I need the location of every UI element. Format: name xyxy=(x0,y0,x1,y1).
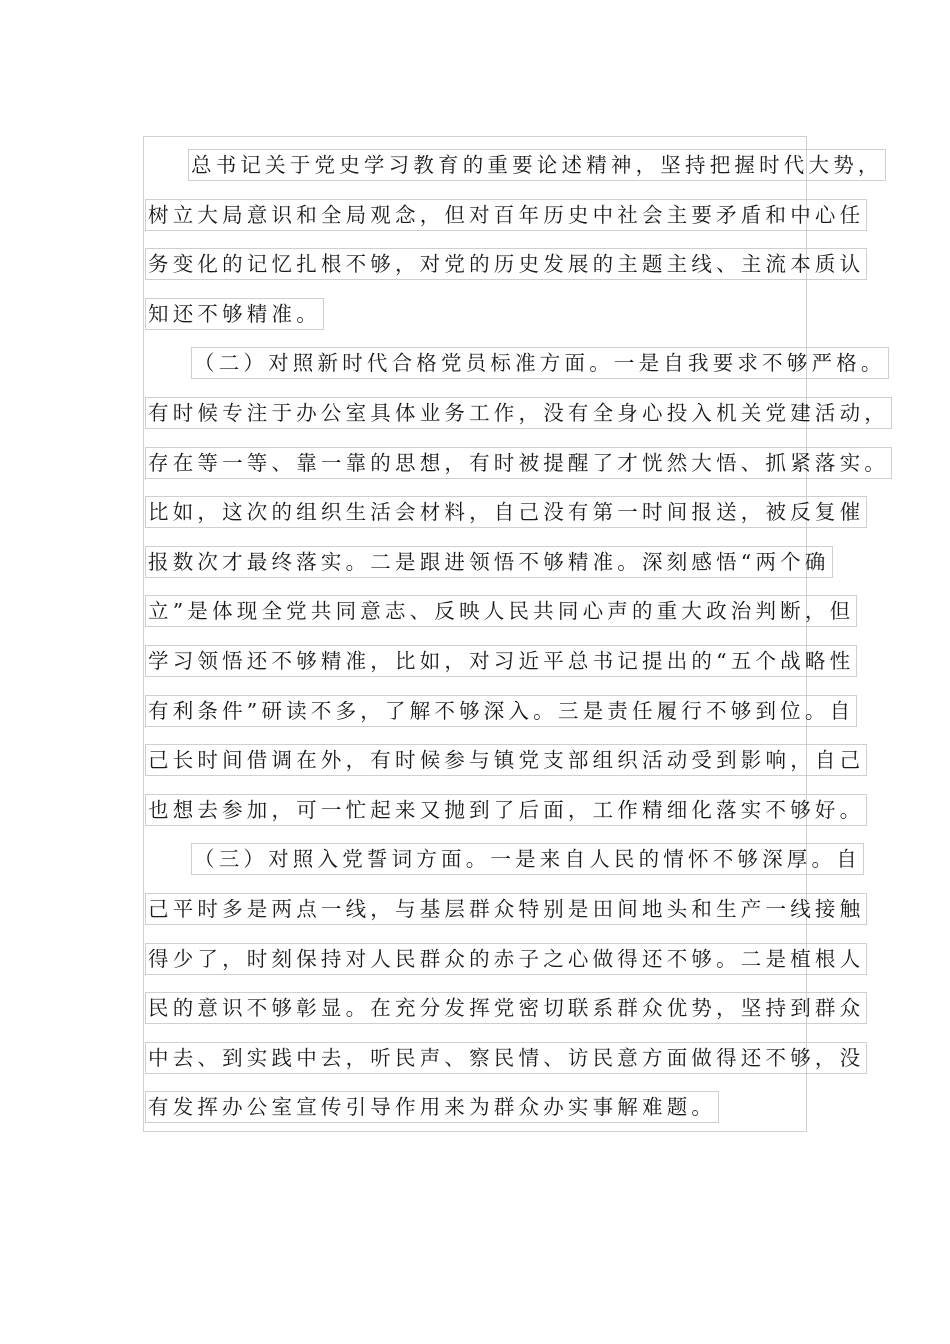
text-line xyxy=(145,289,825,339)
text-line xyxy=(145,190,865,240)
text-line xyxy=(145,338,886,388)
text-line xyxy=(145,636,855,686)
line-text: 树立大局意识和全局观念，但对百年历史中社会主要矛盾和中心任 xyxy=(145,199,867,231)
line-text: 己长时间借调在外，有时候参与镇党支部组织活动受到影响，自己 xyxy=(145,744,867,776)
line-text: 有发挥办公室宣传引导作用来为群众办实事解难题。 xyxy=(145,1091,719,1123)
text-line xyxy=(145,239,865,289)
line-text: 学习领悟还不够精准，比如，对习近平总书记提出的“五个战略性 xyxy=(145,645,857,677)
text-line xyxy=(145,934,865,984)
line-text: 也想去参加，可一忙起来又抛到了后面，工作精细化落实不够好。 xyxy=(145,794,867,826)
line-text: 有时候专注于办公室具体业务工作，没有全身心投入机关党建活动， xyxy=(145,397,892,429)
text-line xyxy=(145,537,830,587)
line-text: 务变化的记忆扎根不够，对党的历史发展的主题主线、主流本质认 xyxy=(145,248,867,280)
line-text: 比如，这次的组织生活会材料，自己没有第一时间报送，被反复催 xyxy=(145,496,867,528)
text-line xyxy=(145,785,865,835)
text-line xyxy=(145,884,865,934)
line-text: 得少了，时刻保持对人民群众的赤子之心做得还不够。二是植根人 xyxy=(145,943,867,975)
line-text: 民的意识不够彰显。在充分发挥党密切联系群众优势，坚持到群众 xyxy=(145,992,867,1024)
text-line xyxy=(145,983,865,1033)
line-text: 有利条件”研读不多，了解不够深入。三是责任履行不够到位。自 xyxy=(145,695,857,727)
text-line xyxy=(145,388,889,438)
text-line xyxy=(145,686,855,736)
line-text: 总书记关于党史学习教育的重要论述精神，坚持把握时代大势， xyxy=(188,149,886,181)
line-text: 中去、到实践中去，听民声、察民情、访民意方面做得还不够，没 xyxy=(145,1042,867,1074)
line-text: （三）对照入党誓词方面。一是来自人民的情怀不够深厚。自 xyxy=(191,843,864,875)
line-text: 知还不够精准。 xyxy=(145,298,324,330)
text-line xyxy=(145,438,889,488)
line-text: 己平时多是两点一线，与基层群众特别是田间地头和生产一线接触 xyxy=(145,893,867,925)
line-text: （二）对照新时代合格党员标准方面。一是自我要求不够严格。 xyxy=(191,347,889,379)
text-line xyxy=(145,735,865,785)
text-line xyxy=(145,834,861,884)
line-text: 存在等一等、靠一靠的思想，有时被提醒了才恍然大悟、抓紧落实。 xyxy=(145,447,892,479)
text-line xyxy=(145,487,865,537)
line-text: 报数次才最终落实。二是跟进领悟不够精准。深刻感悟“两个确 xyxy=(145,546,833,578)
text-line xyxy=(145,586,855,636)
text-line xyxy=(145,140,883,190)
document-body xyxy=(145,140,889,1132)
line-text: 立”是体现全党共同意志、反映人民共同心声的重大政治判断，但 xyxy=(145,595,857,627)
text-line xyxy=(145,1033,865,1083)
text-line xyxy=(145,1082,825,1132)
